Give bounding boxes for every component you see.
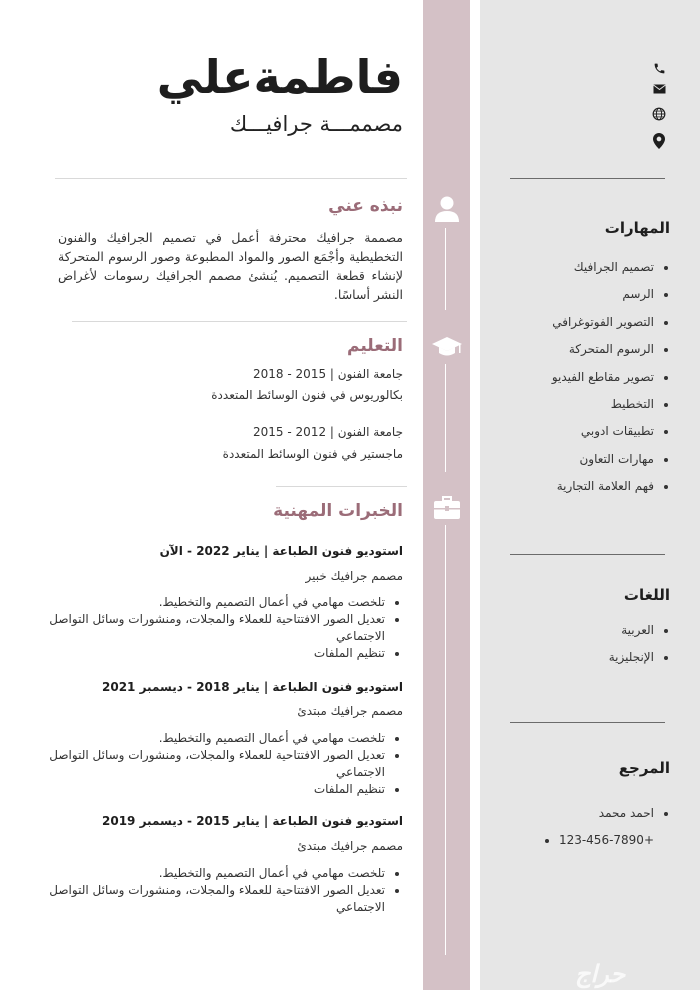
globe-icon	[651, 106, 667, 122]
list-item: • مهارات التعاون	[552, 446, 654, 473]
divider	[510, 554, 665, 555]
education-degree: بكالوريوس في فنون الوسائط المتعددة	[211, 388, 403, 402]
reference-name: • احمد محمد	[559, 800, 654, 827]
list-item: • الرسم	[552, 281, 654, 308]
divider	[510, 178, 665, 179]
graduation-cap-icon	[423, 336, 470, 358]
job-heading: استوديو فنون الطباعة | يناير 2015 - ديسمبر 2019	[102, 814, 403, 828]
list-item: • تلخصت مهامي في أعمال التصميم والتخطيط.	[40, 594, 385, 611]
divider	[510, 722, 665, 723]
job-role: مصمم جرافيك مبتدئ	[297, 704, 403, 718]
list-item: • تلخصت مهامي في أعمال التصميم والتخطيط.	[40, 865, 385, 882]
job-heading: استوديو فنون الطباعة | يناير 2018 - ديسمبر 2021	[102, 680, 403, 694]
list-item: • العربية	[609, 617, 654, 644]
job-duties	[40, 594, 403, 662]
education-degree: ماجستير في فنون الوسائط المتعددة	[222, 447, 403, 461]
list-item: • تنظيم الملفات	[40, 781, 385, 798]
sidebar	[480, 0, 700, 990]
watermark-logo: حراج	[575, 960, 626, 988]
about-text: مصممة جرافيك محترفة أعمل في تصميم الجرافيك والفنون التخطيطية وأجْمَع الصور والمواد المطبوعة وصور الرسوم المتحركة لإنشاء قطعة التصميم. يُنشئ مصمم الجرافيك رسومات لأغراض النشر أساسًا.	[58, 230, 403, 302]
about-title: نبذه عني	[328, 196, 403, 216]
timeline-line	[445, 525, 446, 955]
list-item: • التصوير الفوتوغرافي	[552, 309, 654, 336]
list-item: • الرسوم المتحركة	[552, 336, 654, 363]
education-school: جامعة الفنون | 2015 - 2018	[253, 367, 403, 381]
divider	[72, 321, 407, 322]
location-pin-icon	[651, 133, 667, 149]
phone-icon	[651, 60, 667, 76]
list-item: • تنظيم الملفات	[40, 645, 385, 662]
briefcase-icon	[423, 496, 470, 520]
skills-title: المهارات	[604, 219, 670, 237]
list-item: • تطبيقات ادوبي	[552, 418, 654, 445]
list-item: • التخطيط	[552, 391, 654, 418]
job-duties	[40, 865, 403, 916]
list-item: • تعديل الصور الافتتاحية للعملاء والمجلات، ومنشورات وسائل التواصل الاجتماعي	[40, 747, 385, 781]
candidate-role: مصممـــة جرافيـــك	[229, 112, 403, 136]
list-item: • الإنجليزية	[609, 644, 654, 671]
reference-phone: • 123-456-7890+	[559, 827, 654, 854]
timeline-line	[445, 364, 446, 472]
list-item: • تعديل الصور الافتتاحية للعملاء والمجلات، ومنشورات وسائل التواصل الاجتماعي	[40, 882, 385, 916]
list-item: • تصميم الجرافيك	[552, 254, 654, 281]
job-duties	[40, 730, 403, 798]
person-icon	[423, 193, 470, 223]
list-item: • تلخصت مهامي في أعمال التصميم والتخطيط.	[40, 730, 385, 747]
languages-title: اللغات	[623, 586, 670, 604]
divider	[55, 178, 407, 179]
candidate-name: فاطمةعلي	[156, 50, 403, 104]
reference-list	[559, 800, 670, 855]
list-item: • تصوير مقاطع الفيديو	[552, 364, 654, 391]
languages-list	[609, 617, 670, 672]
reference-title: المرجع	[618, 759, 670, 777]
list-item: • تعديل الصور الافتتاحية للعملاء والمجلات، ومنشورات وسائل التواصل الاجتماعي	[40, 611, 385, 645]
list-item: • فهم العلامة التجارية	[552, 473, 654, 500]
education-school: جامعة الفنون | 2012 - 2015	[253, 425, 403, 439]
divider	[276, 486, 407, 487]
job-role: مصمم جرافيك خبير	[305, 569, 403, 583]
job-role: مصمم جرافيك مبتدئ	[297, 839, 403, 853]
timeline-line	[445, 228, 446, 310]
job-heading: استوديو فنون الطباعة | يناير 2022 - الآن	[159, 544, 403, 558]
skills-list	[552, 254, 670, 501]
timeline-stripe	[423, 0, 470, 990]
experience-title: الخبرات المهنية	[273, 501, 403, 521]
education-title: التعليم	[347, 336, 403, 356]
mail-icon	[651, 81, 667, 97]
